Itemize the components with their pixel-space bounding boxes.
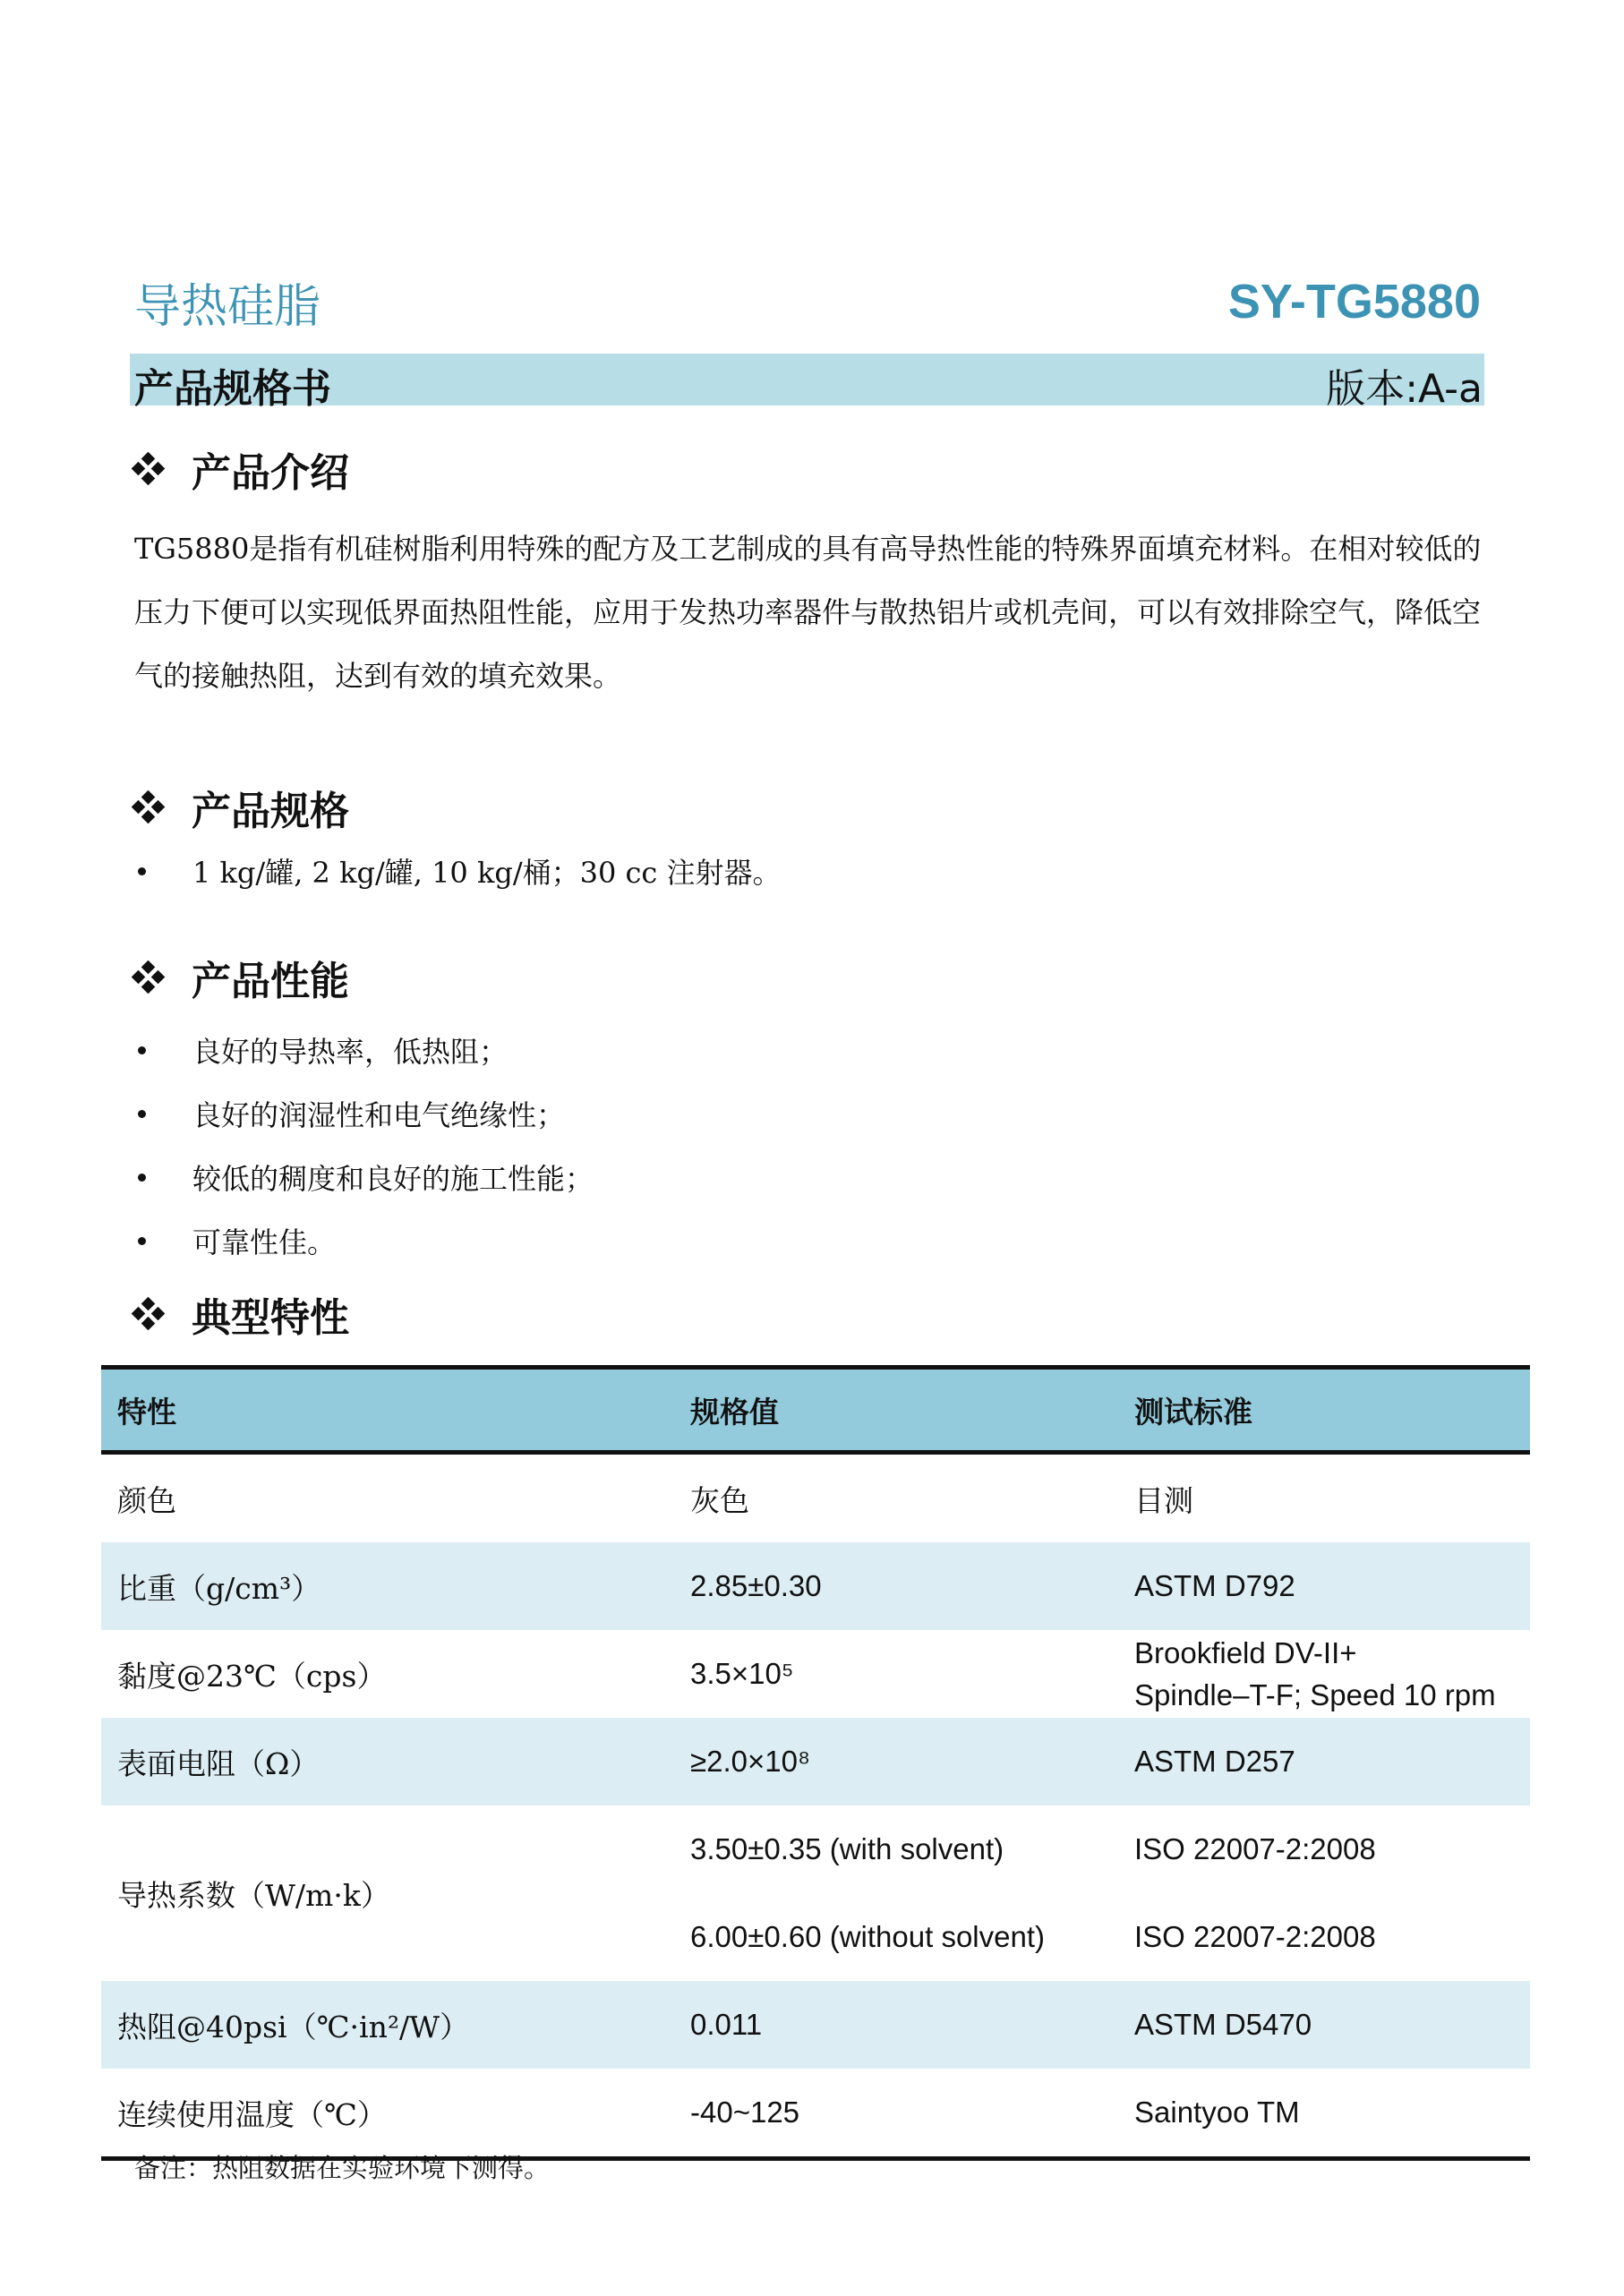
section-performance-heading — [132, 949, 349, 1006]
column-header: 特性 — [101, 1368, 674, 1453]
bullet-dot-icon — [138, 867, 146, 875]
list-item — [134, 850, 782, 892]
section-title: 典型特性 — [192, 1295, 349, 1341]
table-row — [101, 2069, 1530, 2159]
cell-value: 灰色 — [690, 1482, 749, 1518]
table-row — [101, 1981, 1530, 2069]
section-spec-heading — [132, 779, 349, 836]
table-header-row — [101, 1368, 1530, 1453]
column-header: 测试标准 — [1118, 1368, 1530, 1453]
diamond-bullet-icon — [132, 961, 165, 994]
bullet-dot-icon — [138, 1110, 146, 1118]
standard-line: Spindle–T-F; Speed 10 rpm — [1134, 1678, 1496, 1711]
cell-value: 3.50±0.35 (with solvent) — [690, 1832, 1004, 1865]
list-item — [134, 1029, 508, 1071]
list-item-text: 1 kg/罐, 2 kg/罐, 10 kg/桶；30 cc 注射器。 — [192, 856, 782, 890]
doc-type: 产品规格书 — [134, 366, 331, 412]
cell-property: 比重（g/cm³） — [101, 1542, 674, 1630]
diamond-bullet-icon — [132, 791, 165, 824]
footnote: 备注：热阻数据在实验环境下测得。 — [134, 2153, 551, 2183]
table-row — [101, 1453, 1530, 1543]
bullet-dot-icon — [138, 1237, 146, 1245]
column-header: 规格值 — [674, 1368, 1118, 1453]
cell-property: 颜色 — [117, 1482, 176, 1518]
properties-table — [101, 1365, 1530, 2161]
section-intro-heading — [132, 440, 349, 498]
cell-property: 表面电阻（Ω） — [101, 1718, 674, 1805]
diamond-bullet-icon — [132, 1298, 165, 1330]
list-item-text: 良好的润湿性和电气绝缘性； — [192, 1098, 566, 1132]
list-item-text: 良好的导热率，低热阻； — [192, 1035, 509, 1069]
table-row — [101, 1542, 1530, 1630]
list-item-text: 可靠性佳。 — [192, 1225, 337, 1259]
list-item — [134, 1093, 565, 1134]
model-number: SY-TG5880 — [1227, 275, 1481, 329]
version-label: 版本:A-a — [1326, 366, 1483, 412]
cell-value: ≥2.0×10⁸ — [674, 1718, 1118, 1805]
cell-property: 导热系数（W/m·k） — [117, 1877, 390, 1913]
cell-standard: 目测 — [1134, 1482, 1193, 1518]
cell-property: 黏度@23℃（cps） — [117, 1658, 387, 1694]
intro-paragraph: TG5880是指有机硅树脂利用特殊的配方及工艺制成的具有高导热性能的特殊界面填充材料。在相对较低的压力下便可以实现低界面热阻性能，应用于发热功率器件与散热铝片或机壳间，可以有效排除空气，降低空气的接触热阻，达到有效的填充效果。 — [134, 532, 1482, 693]
cell-standard: ASTM D257 — [1118, 1718, 1530, 1805]
cell-value: 0.011 — [674, 1981, 1118, 2069]
cell-standard: ISO 22007-2:2008 — [1134, 1832, 1376, 1865]
section-typical-heading — [132, 1285, 349, 1343]
list-item — [134, 1220, 336, 1261]
cell-standard: ISO 22007-2:2008 — [1134, 1920, 1376, 1953]
diamond-bullet-icon — [132, 453, 165, 485]
table-row — [101, 1805, 1530, 1893]
cell-value: 6.00±0.60 (without solvent) — [690, 1920, 1045, 1953]
section-title: 产品规格 — [192, 789, 349, 834]
cell-value: 2.85±0.30 — [674, 1542, 1118, 1630]
cell-standard — [1118, 1630, 1530, 1718]
cell-value: -40~125 — [674, 2069, 1118, 2159]
table-row — [101, 1718, 1530, 1805]
bullet-dot-icon — [138, 1046, 146, 1054]
cell-property: 热阻@40psi（℃·in²/W） — [101, 1981, 674, 2069]
list-item-text: 较低的稠度和良好的施工性能； — [192, 1162, 594, 1196]
table-row — [101, 1630, 1530, 1718]
cell-standard: Saintyoo TM — [1118, 2069, 1530, 2159]
bullet-dot-icon — [138, 1174, 146, 1182]
cell-value: 3.5×10⁵ — [690, 1657, 794, 1690]
section-title: 产品性能 — [192, 959, 349, 1004]
list-item — [134, 1157, 594, 1198]
standard-line: Brookfield DV-II+ — [1134, 1636, 1357, 1669]
cell-standard: ASTM D792 — [1118, 1542, 1530, 1630]
product-name: 导热硅脂 — [134, 280, 321, 334]
cell-property: 连续使用温度（℃） — [101, 2069, 674, 2159]
cell-standard: ASTM D5470 — [1118, 1981, 1530, 2069]
section-title: 产品介绍 — [192, 450, 349, 496]
header-band — [130, 354, 1484, 405]
